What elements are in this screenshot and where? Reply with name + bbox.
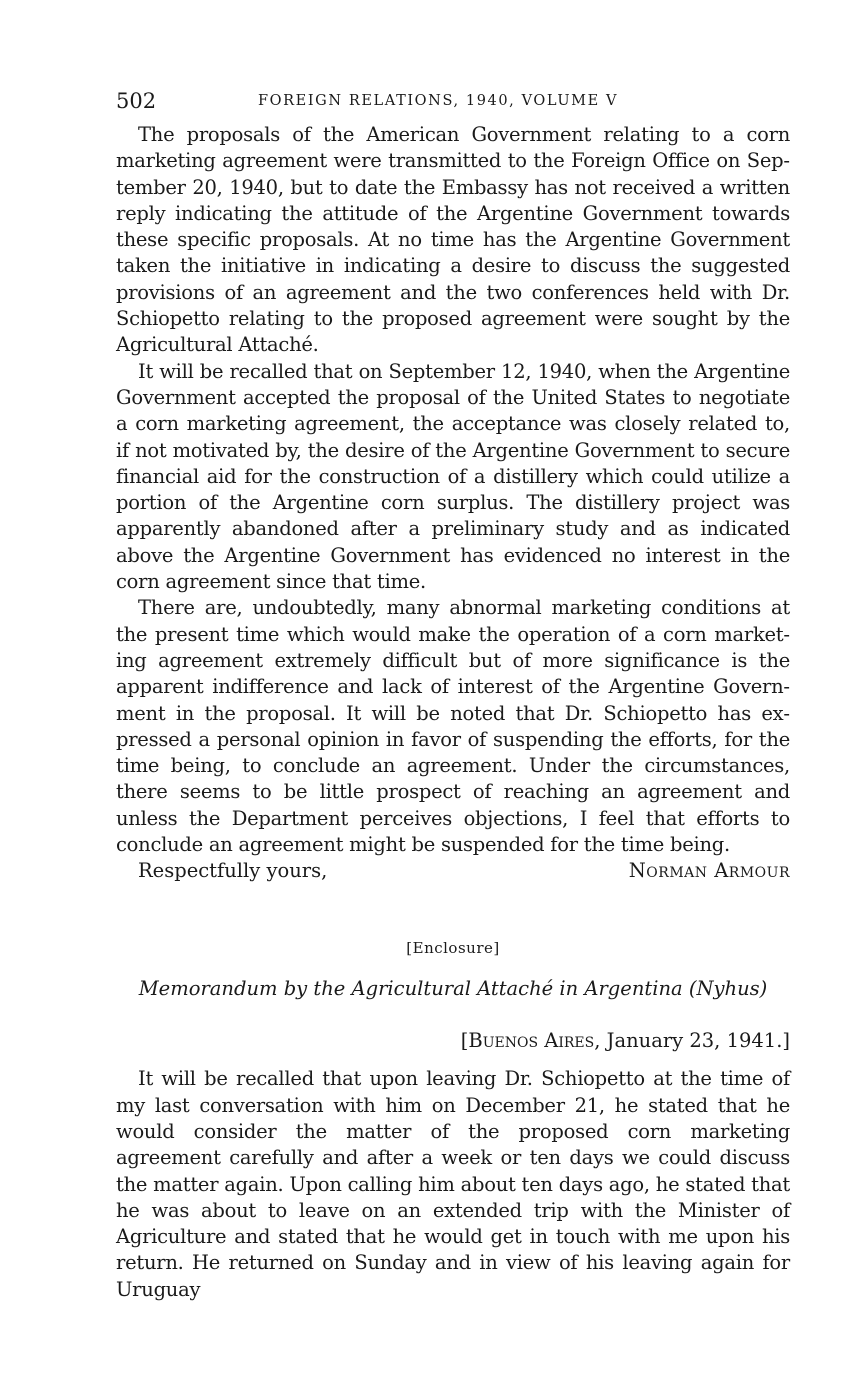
body-paragraph: It will be recalled that on September 12, 1940, when the Argentine Government accepted the proposal of the United States to negotiate a corn marketing agreement, the acceptance was closely related to, if not motivated by, the desire of the Argentine Government to secure financial aid for the construction of a distillery which could utilize a portion of the Argentine corn surplus. The distillery project was apparently abandoned after a preliminary study and as indicated above the Argentine Government has evidenced no interest in the corn agreement since that time. [116,359,790,594]
dateline-date: , January 23, 1941.] [594,1029,790,1053]
memo-title: Memorandum by the Agricultural Attaché in Argentina (Nyhus) [138,977,768,1001]
dateline-city: Buenos Aires [468,1029,595,1053]
dateline-open: [ [460,1029,469,1053]
document-page [116,86,790,1303]
enclosure-label: [Enclosure] [406,939,500,958]
running-head [116,86,790,116]
dateline [116,1026,790,1056]
signature: Norman Armour [628,859,790,883]
page-number: 502 [116,89,157,113]
body-paragraph: There are, undoubtedly, many abnormal marketing conditions at the present time which would make the operation of a corn marketing agreement extremely difficult but of more significance is the apparent indifference and lack of interest of the Argentine Government in the proposal. It will be noted that Dr. Schiopetto has expressed a personal opinion in favor of suspending the efforts, for the time being, to conclude an agreement. Under the circumstances, there seems to be little prospect of reaching an agreement and unless the Department perceives objections, I feel that efforts to conclude an agreement might be suspended for the time being. [116,596,790,857]
body-paragraph: The proposals of the American Government relating to a corn marketing agreement were transmitted to the Foreign Office on September 20, 1940, but to date the Embassy has not received a written reply indicating the attitude of the Argentine Government towards these specific proposals. At no time has the Argentine Government taken the initiative in indicating a desire to discuss the suggested provisions of an agreement and the two conferences held with Dr. Schiopetto relating to the proposed agreement were sought by the Agricultural Attaché. [116,123,790,357]
closing-text: Respectfully yours, [138,859,328,883]
running-title: FOREIGN RELATIONS, 1940, VOLUME V [258,93,619,109]
memo-paragraph: It will be recalled that upon leaving Dr. Schiopetto at the time of my last conversation with him on December 21, he stated that he would consider the matter of the proposed corn marketing agreement carefully and after a week or ten days we could discuss the matter again. Upon calling him about ten days ago, he stated that he was about to leave on an extended trip with the Minister of Agriculture and stated that he would get in touch with me upon his return. He returned on Sunday and in view of his leaving again for Uruguay [116,1067,790,1301]
signoff [116,858,790,886]
